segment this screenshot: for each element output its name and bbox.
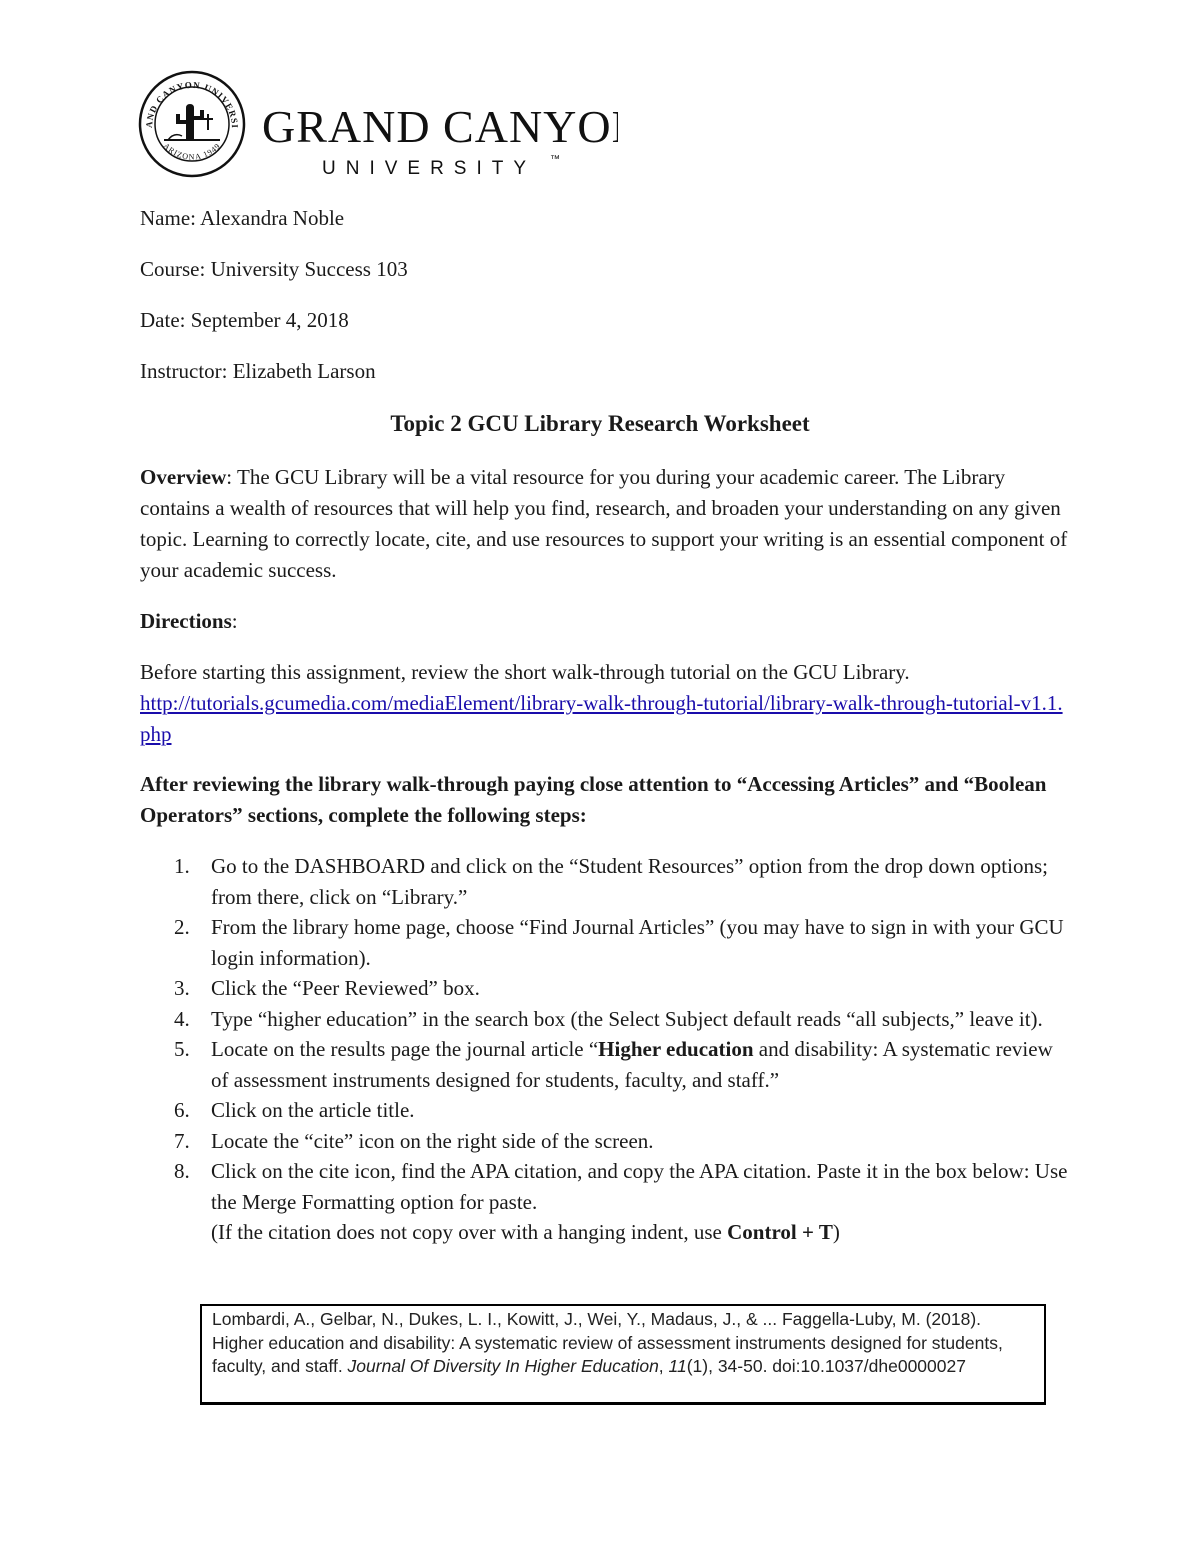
trademark: ™ — [550, 154, 560, 165]
list-item — [140, 1156, 1070, 1248]
citation-journal: Journal Of Diversity In Higher Education — [347, 1356, 659, 1376]
list-item — [140, 912, 1070, 973]
step-note-post: ) — [832, 1220, 840, 1244]
name-line: Name: Alexandra Noble — [140, 206, 345, 230]
overview-paragraph — [140, 462, 1070, 586]
instruction-heading: After reviewing the library walk-through paying close attention to “Accessing Articles” and “Boolean Operators” sections, complete the following steps: — [140, 772, 1047, 827]
step-number: 7. — [174, 1128, 190, 1153]
step-text: Type “higher education” in the search box (the Select Subject default reads “all subjects,” leave it). — [211, 1006, 1043, 1031]
citation-issue-pages: (1), 34-50. doi:10.1037/dhe0000027 — [686, 1356, 966, 1376]
step-text: From the library home page, choose “Find Journal Articles” (you may have to sign in with your GCU login information). — [211, 915, 1064, 970]
wordmark-sub: UNIVERSITY — [322, 158, 537, 179]
citation-text — [212, 1308, 1020, 1379]
svg-text:ARIZONA 1949 — [162, 141, 223, 161]
tutorial-link[interactable]: http://tutorials.gcumedia.com/mediaElement/library-walk-through-tutorial/library-walk-through-tutorial-v1.1.php — [140, 691, 1063, 746]
step-text: Go to the DASHBOARD and click on the “Student Resources” option from the drop down options; from there, click on “Library.” — [211, 854, 1048, 909]
step-text: Click on the cite icon, find the APA citation, and copy the APA citation. Paste it in the box below: Use the Merge Formatting option for paste. — [211, 1159, 1068, 1214]
seal-text-top: AND CANYON UNIVERSI — [143, 79, 241, 130]
citation-sep: , — [658, 1356, 669, 1376]
list-item — [140, 1034, 1070, 1095]
step-text: Locate the “cite” icon on the right side of the screen. — [211, 1128, 654, 1153]
instructor-line: Instructor: Elizabeth Larson — [140, 359, 376, 383]
step-text: Click the “Peer Reviewed” box. — [211, 976, 480, 1000]
step-text-bold: Higher education — [598, 1037, 754, 1061]
citation-authors: Lombardi, A., Gelbar, N., Dukes, L. I., Kowitt, J., Wei, Y., Madaus, J., & ... Faggella-Luby, M. (2018). Higher education and disability: A systematic review of assessment instruments designed for students, faculty, and staff. — [212, 1309, 1003, 1376]
page-title: Topic 2 GCU Library Research Worksheet — [390, 411, 810, 436]
step-note-pre: (If the citation does not copy over with a hanging indent, use — [211, 1220, 728, 1244]
step-number: 5. — [174, 1037, 190, 1061]
step-number: 8. — [174, 1159, 190, 1183]
citation-volume: 11 — [668, 1356, 687, 1376]
list-item — [140, 1126, 1070, 1157]
date-line: Date: September 4, 2018 — [140, 308, 349, 332]
step-number: 3. — [174, 976, 190, 1000]
step-text-pre: Locate on the results page the journal article “ — [211, 1037, 599, 1061]
step-number: 6. — [174, 1098, 190, 1122]
overview-label: Overview — [140, 465, 227, 489]
step-number: 1. — [174, 854, 190, 878]
step-text: Click on the article title. — [211, 1098, 415, 1122]
wordmark: GRAND CANYON — [262, 101, 618, 152]
seal-text-bottom: ARIZONA 1949 — [161, 141, 223, 162]
directions-colon: : — [231, 609, 238, 633]
step-number: 4. — [174, 1006, 190, 1031]
list-item — [140, 851, 1070, 912]
overview-text: : The GCU Library will be a vital resource for you during your academic career. The Library contains a wealth of resources that will help you find, research, and broaden your understanding on any given topic. Learning to correctly locate, cite, and use resources to support your writing is an essential component of your academic success. — [140, 465, 1068, 582]
gcu-seal-icon — [138, 70, 618, 180]
directions-heading — [140, 606, 1070, 637]
directions-intro: Before starting this assignment, review the short walk-through tutorial on the GCU Library. — [140, 660, 910, 684]
list-item — [140, 1095, 1070, 1126]
gcu-logo — [138, 70, 618, 180]
step-note-bold: Control + T — [727, 1220, 833, 1244]
step-number: 2. — [174, 915, 190, 939]
step-text-post: and disability: A systematic review of assessment instruments designed for students, faculty, and staff.” — [211, 1037, 1053, 1092]
steps-list — [140, 851, 1070, 1248]
citation-box[interactable] — [200, 1304, 1046, 1405]
list-item — [140, 1004, 1070, 1035]
directions-intro-paragraph — [140, 657, 1070, 750]
directions-label: Directions — [140, 609, 232, 633]
course-line: Course: University Success 103 — [140, 257, 408, 281]
list-item — [140, 973, 1070, 1004]
